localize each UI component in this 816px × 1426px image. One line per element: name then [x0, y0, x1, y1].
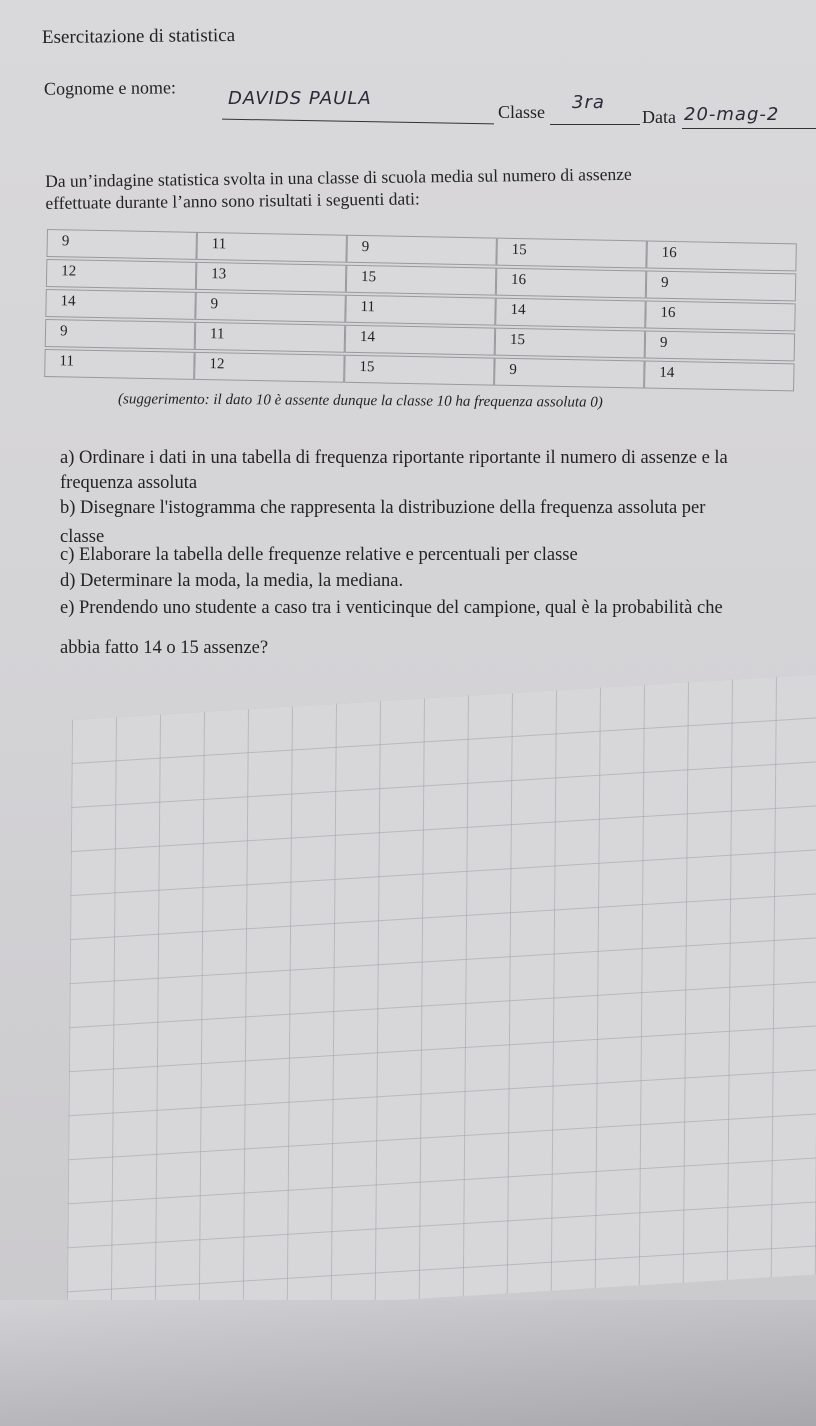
data-column [647, 241, 797, 382]
data-cell: 12 [194, 352, 345, 383]
data-cell: 16 [646, 241, 797, 272]
intro-text [45, 163, 632, 214]
class-underline [550, 124, 640, 125]
data-cell: 9 [195, 292, 346, 323]
question-a-line-1: a) Ordinare i dati in una tabella di frequenza riportante riportante il numero di assenze e la [60, 448, 728, 468]
question-a-line-2: frequenza assoluta [60, 473, 198, 493]
data-cell: 13 [196, 262, 347, 293]
data-cell: 15 [346, 265, 497, 296]
hint-text: (suggerimento: il dato 10 è assente dunque la classe 10 ha frequenza assoluta 0) [117, 391, 603, 411]
question-e-line-1: e) Prendendo uno studente a caso tra i venticinque del campione, qual è la probabilità che [60, 598, 723, 618]
data-cell: 11 [345, 295, 496, 326]
data-cell: 12 [46, 259, 197, 290]
data-cell: 9 [45, 319, 196, 350]
question-e-line-2: abbia fatto 14 o 15 assenze? [60, 638, 269, 658]
date-underline [682, 128, 816, 129]
data-cell: 14 [644, 360, 795, 391]
data-cell: 16 [645, 301, 796, 332]
graph-paper-sheet [67, 673, 816, 1320]
class-handwritten-value: 3ra [572, 92, 605, 113]
name-underline [222, 119, 494, 125]
data-cell: 14 [345, 325, 496, 356]
data-cell: 11 [196, 232, 347, 263]
class-label: Classe [498, 102, 545, 122]
data-cell: 14 [45, 289, 196, 320]
intro-line-2: effettuate durante l’anno sono risultati i seguenti dati: [45, 188, 420, 213]
name-label: Cognome e nome: [43, 77, 177, 99]
date-handwritten-value: 20-mag-2 [684, 104, 780, 125]
question-d: d) Determinare la moda, la media, la mediana. [60, 571, 404, 591]
name-handwritten-value: DAVIDS PAULA [228, 88, 372, 109]
data-column [347, 235, 497, 376]
data-cell: 9 [46, 229, 197, 260]
data-column [497, 238, 647, 379]
data-cell: 15 [495, 328, 646, 359]
data-cell: 15 [496, 238, 647, 269]
worksheet-title: Esercitazione di statistica [41, 24, 236, 49]
data-column [47, 229, 197, 370]
data-cell: 9 [346, 235, 497, 266]
paper-edge [0, 1300, 816, 1426]
question-b-line-2: classe [60, 527, 105, 547]
data-cell: 9 [494, 358, 645, 389]
data-cell: 9 [646, 271, 797, 302]
data-cell: 14 [495, 298, 646, 329]
date-label: Data [642, 107, 676, 127]
data-cell: 9 [645, 331, 796, 362]
question-c: c) Elaborare la tabella delle frequenze relative e percentuali per classe [60, 545, 578, 565]
data-cell: 11 [195, 322, 346, 353]
question-b-line-1: b) Disegnare l'istogramma che rappresenta la distribuzione della frequenza assoluta per [60, 498, 706, 518]
data-column [197, 232, 347, 373]
data-cell: 15 [344, 355, 495, 386]
data-cell: 11 [44, 349, 195, 380]
data-cell: 16 [496, 268, 647, 299]
intro-line-1: Da un’indagine statistica svolta in una classe di scuola media sul numero di assenze [45, 163, 632, 191]
